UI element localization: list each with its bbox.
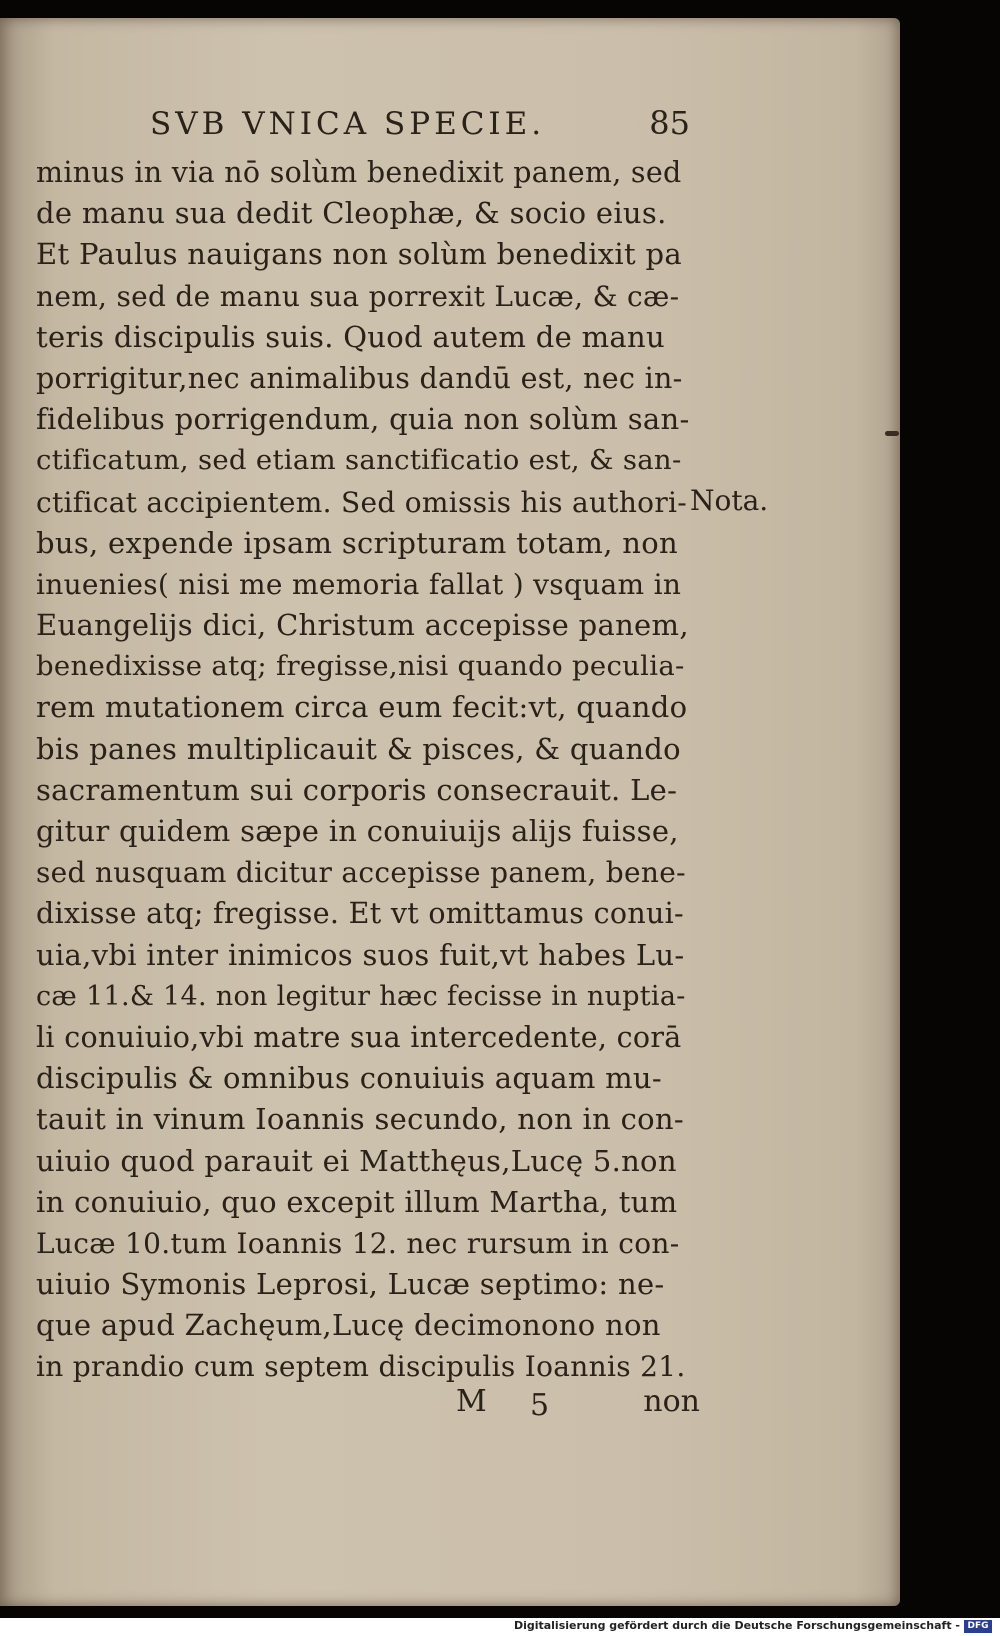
- text-line: rem mutationem circa eum fecit:vt, quando: [36, 690, 688, 725]
- text-line: ctificatum, sed etiam sanctificatio est, & san-: [36, 444, 682, 477]
- text-line: inuenies( nisi me memoria fallat ) vsquam in: [36, 567, 682, 601]
- footer-bar: [0, 1618, 1000, 1636]
- text-line: fidelibus porrigendum, quia non solùm san-: [36, 402, 690, 437]
- text-line: uiuio quod parauit ei Matthęus,Lucę 5.non: [36, 1143, 677, 1178]
- running-title: SVB VNICA SPECIE.: [150, 106, 546, 142]
- signature-line: [456, 1384, 700, 1424]
- text-line: cæ 11.& 14. non legitur hæc fecisse in nuptia-: [36, 980, 686, 1012]
- text-line: que apud Zachęum,Lucę decimonono non: [36, 1308, 661, 1343]
- text-line: Euangelijs dici, Christum accepisse panem,: [36, 608, 689, 643]
- text-line: sed nusquam dicitur accepisse panem, bene-: [36, 856, 686, 890]
- footer-credit: Digitalisierung gefördert durch die Deutsche Forschungsgemeinschaft -: [513, 1619, 960, 1632]
- text-line: Et Paulus nauigans non solùm benedixit pa: [36, 237, 682, 272]
- text-line: Lucæ 10.tum Ioannis 12. nec rursum in con-: [36, 1226, 680, 1260]
- text-line: sacramentum sui corporis consecrauit. Le-: [36, 772, 678, 807]
- text-line: dixisse atq; fregisse. Et vt omittamus conui-: [36, 897, 684, 931]
- body-text: [36, 152, 690, 1388]
- text-line: uiuio Symonis Leprosi, Lucæ septimo: ne-: [36, 1267, 665, 1302]
- text-line: benedixisse atq; fregisse,nisi quando peculia-: [36, 650, 685, 683]
- text-line: bus, expende ipsam scripturam totam, non: [36, 525, 678, 560]
- text-line: de manu sua dedit Cleophæ, & socio eius.: [36, 196, 667, 231]
- text-line: teris discipulis suis. Quod autem de manu: [36, 319, 665, 354]
- catchword: non: [643, 1384, 700, 1419]
- signature-number: 5: [530, 1388, 550, 1423]
- text-line: nem, sed de manu sua porrexit Lucæ, & cæ-: [36, 279, 680, 313]
- text-line: in prandio cum septem discipulis Ioannis 21.: [36, 1350, 686, 1384]
- ink-speck: [885, 431, 899, 436]
- text-line: minus in via nō solùm benedixit panem, sed: [36, 156, 682, 189]
- text-line: porrigitur,nec animalibus dandū est, nec in-: [36, 361, 683, 395]
- text-line: bis panes multiplicauit & pisces, & quando: [36, 731, 681, 766]
- page-number: 85: [649, 104, 690, 142]
- text-line: discipulis & omnibus conuiuis aquam mu-: [36, 1061, 663, 1096]
- marginal-note: Nota.: [690, 484, 769, 517]
- text-line: in conuiuio, quo excepit illum Martha, tum: [36, 1184, 678, 1219]
- text-line: li conuiuio,vbi matre sua intercedente, corā: [36, 1020, 682, 1054]
- text-line: gitur quidem sæpe in conuiuijs alijs fuisse,: [36, 814, 679, 848]
- text-line: tauit in vinum Ioannis secundo, non in con-: [36, 1102, 684, 1137]
- text-line: uia,vbi inter inimicos suos fuit,vt habes Lu-: [36, 937, 685, 972]
- text-line: ctificat accipientem. Sed omissis his authori-: [36, 485, 688, 519]
- signature-mark: M: [456, 1384, 487, 1419]
- dfg-logo-icon: DFG: [964, 1620, 992, 1633]
- page-header: [150, 106, 690, 146]
